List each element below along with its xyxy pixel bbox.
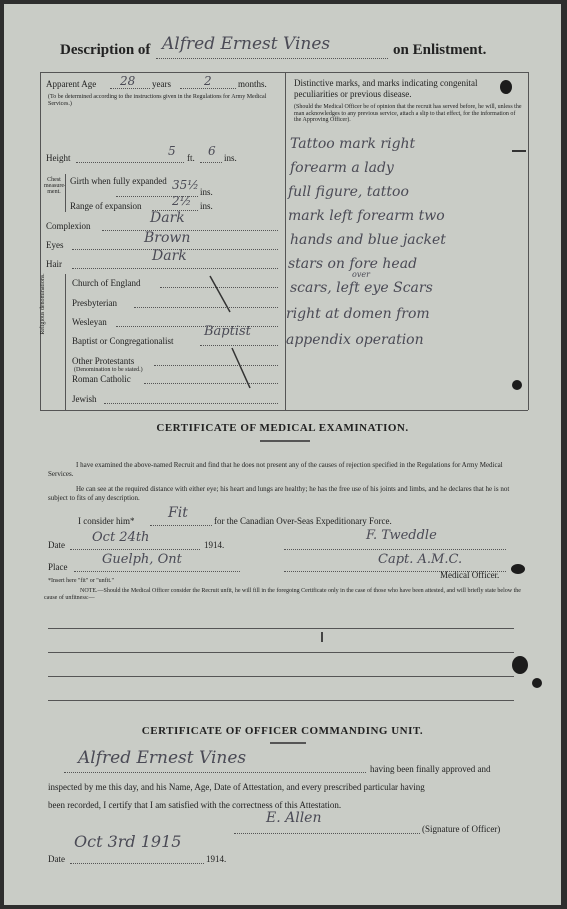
religion-church-of-england: Church of England xyxy=(72,278,141,288)
medical-date-label: Date xyxy=(48,540,65,550)
distinctive-note: (Should the Medical Officer be of opinion that the recruit has served before, he will, unless the man acknowledges to any previous service, attach a slip to that effect, for the information of the Approving Officer). xyxy=(294,104,522,123)
unfit-note: NOTE.—Should the Medical Officer consider the Recruit unfit, he will fill in the foregoing Certificate only in the case of those who have been attested, and will briefly state below the cause of unfitness:— xyxy=(44,588,521,601)
hair-label: Hair xyxy=(46,259,62,269)
religion-value: Baptist xyxy=(204,324,251,339)
commanding-year: 1914. xyxy=(206,854,227,864)
strike-lines xyxy=(4,4,561,424)
months-label: months. xyxy=(238,79,267,89)
marks-line-7: scars, left eye Scars xyxy=(290,280,433,296)
complexion-value: Dark xyxy=(150,210,185,226)
religious-label: Religious denominations. xyxy=(40,273,46,335)
marks-line-8: right at domen from xyxy=(286,306,430,322)
apparent-age-label: Apparent Age xyxy=(46,79,97,89)
signature-label: (Signature of Officer) xyxy=(422,824,501,834)
marks-insert: over xyxy=(352,270,370,279)
commanding-line-1: having been finally approved and xyxy=(370,764,491,774)
other-prot-note: (Denomination to be stated.) xyxy=(74,367,143,373)
commanding-line-3: been recorded, I certify that I am satisfied with the correctness of this Attestation. xyxy=(48,800,342,810)
expansion-ins: ins. xyxy=(200,201,213,211)
medical-para-1: I have examined the above-named Recruit and find that he does not present any of the causes of rejection specified in the Regulations for Army Medical Services. xyxy=(48,461,503,478)
years-label: years xyxy=(152,79,171,89)
ins-label: ins. xyxy=(224,153,237,163)
marks-line-6: stars on fore head xyxy=(288,256,418,272)
girth-label: Girth when fully expanded xyxy=(70,176,167,186)
title-prefix: Description of xyxy=(60,42,151,58)
religion-roman-catholic: Roman Catholic xyxy=(72,374,131,384)
religion-jewish: Jewish xyxy=(72,394,97,404)
ink-blot-3 xyxy=(511,564,525,574)
distinctive-title: Distinctive marks, and marks indicating congenital peculiarities or previous disease. xyxy=(294,78,478,99)
recruit-name: Alfred Ernest Vines xyxy=(162,34,331,54)
height-in: 6 xyxy=(208,144,216,158)
officer-rank: Capt. A.M.C. xyxy=(378,552,463,567)
fit-value: Fit xyxy=(168,505,188,521)
commanding-name: Alfred Ernest Vines xyxy=(78,748,247,768)
marks-line-3: full figure, tattoo xyxy=(288,184,409,200)
marks-line-4: mark left forearm two xyxy=(288,208,445,224)
consider-suffix: for the Canadian Over-Seas Expeditionary Force. xyxy=(214,516,392,526)
height-label: Height xyxy=(46,153,71,163)
expansion-value: 2½ xyxy=(172,194,192,208)
religion-wesleyan: Wesleyan xyxy=(72,317,107,327)
consider-prefix: I consider him* xyxy=(78,516,135,526)
height-ft: 5 xyxy=(168,144,176,158)
commanding-heading: CERTIFICATE OF OFFICER COMMANDING UNIT. xyxy=(141,725,424,737)
medical-para-2: He can see at the required distance with either eye; his heart and lungs are healthy; he has the free use of his joints and limbs, and he declares that he is not subject to fits of any description. xyxy=(48,485,510,502)
place-value: Guelph, Ont xyxy=(102,552,182,567)
ink-blot-5 xyxy=(532,678,542,688)
marks-line-2: forearm a lady xyxy=(290,160,394,176)
eyes-label: Eyes xyxy=(46,240,64,250)
attestation-sheet xyxy=(4,4,561,905)
insert-note: *Insert here "fit" or "unfit." xyxy=(48,578,114,584)
medical-year: 1914. xyxy=(204,540,225,550)
medical-date-value: Oct 24th xyxy=(92,530,150,545)
religion-baptist: Baptist or Congregationalist xyxy=(72,336,174,346)
eyes-value: Brown xyxy=(144,230,191,246)
commanding-date-value: Oct 3rd 1915 xyxy=(74,832,182,851)
commanding-line-2: inspected by me this day, and his Name, Age, Date of Attestation, and every prescribed particular having xyxy=(48,782,425,792)
religion-other-protestants: Other Protestants xyxy=(72,356,135,366)
medical-heading: CERTIFICATE OF MEDICAL EXAMINATION. xyxy=(156,422,409,434)
marks-line-1: Tattoo mark right xyxy=(290,136,416,152)
commanding-date-label: Date xyxy=(48,854,65,864)
medical-officer-signature: F. Tweddle xyxy=(366,528,437,543)
girth-ins: ins. xyxy=(200,187,213,197)
expansion-label: Range of expansion xyxy=(70,201,142,211)
religion-presbyterian: Presbyterian xyxy=(72,298,117,308)
hair-value: Dark xyxy=(152,248,187,264)
marks-line-9: appendix operation xyxy=(286,332,424,348)
place-label: Place xyxy=(48,562,68,572)
ft-label: ft. xyxy=(187,153,195,163)
ink-blot-4 xyxy=(512,656,528,674)
complexion-label: Complexion xyxy=(46,221,91,231)
commanding-officer-signature: E. Allen xyxy=(266,810,322,826)
age-years: 28 xyxy=(120,74,136,88)
marks-line-5: hands and blue jacket xyxy=(290,232,446,248)
girth-value: 35½ xyxy=(172,178,199,192)
age-months: 2 xyxy=(204,74,212,88)
medical-officer-label: Medical Officer. xyxy=(440,570,500,580)
age-note: (To be determined according to the instructions given in the Regulations for Army Medical Services.) xyxy=(48,94,267,107)
title-suffix: on Enlistment. xyxy=(393,42,487,58)
chest-label: Chest measure-ment. xyxy=(44,177,66,195)
